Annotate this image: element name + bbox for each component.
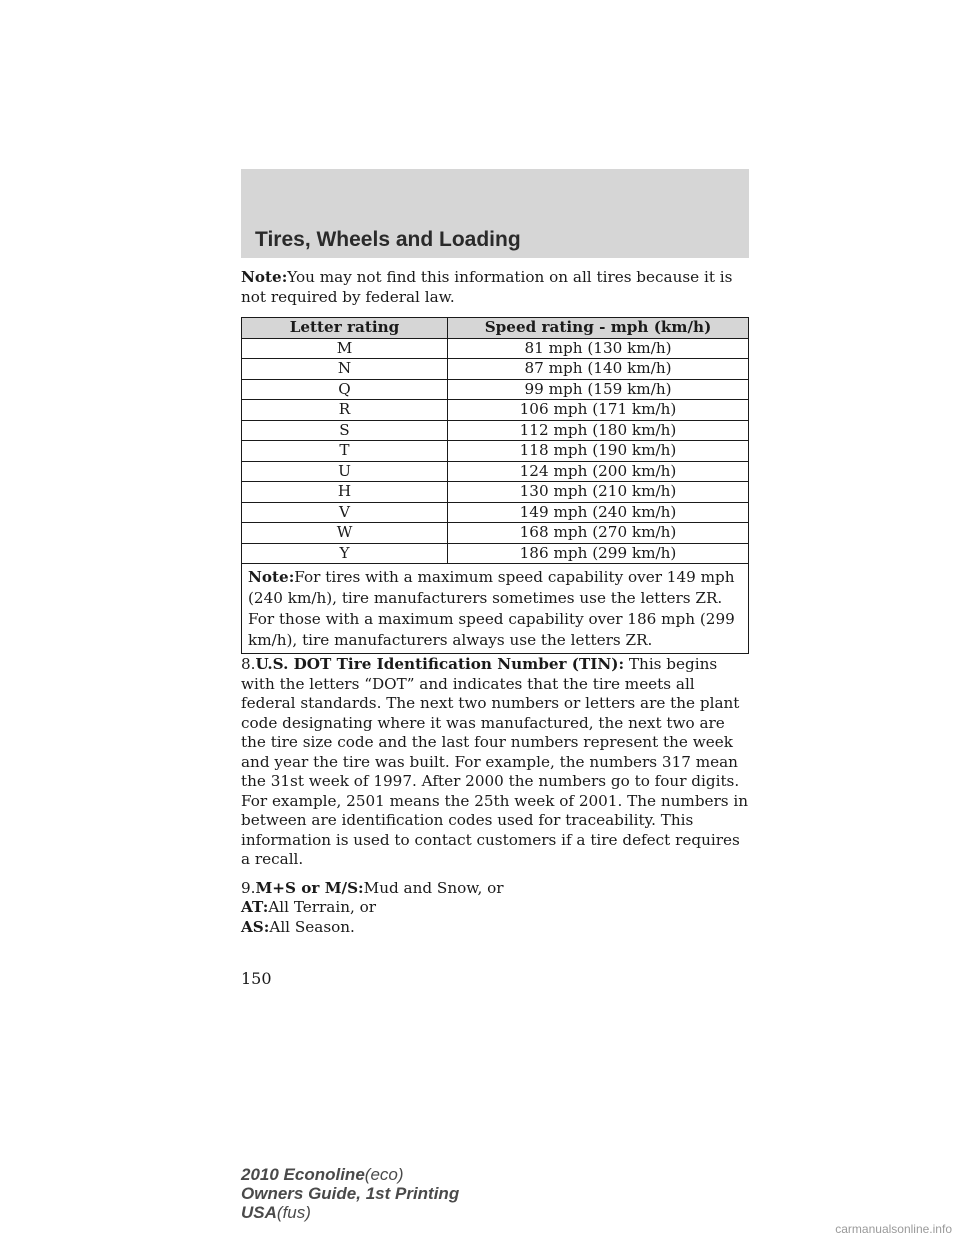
page-number: 150 — [241, 969, 272, 988]
speed-cell: 124 mph (200 km/h) — [448, 461, 749, 482]
letter-cell: T — [242, 441, 448, 462]
watermark-link[interactable]: carmanualsonline.info — [835, 1222, 952, 1236]
note-text: You may not find this information on all tires because it is not required by federal law. — [241, 268, 733, 306]
footer-line-1 — [241, 1165, 459, 1184]
letter-cell: U — [242, 461, 448, 482]
item-9-line-2 — [241, 898, 749, 918]
table-note-label: Note: — [248, 568, 295, 586]
table-header-row — [242, 318, 749, 339]
letter-cell: N — [242, 359, 448, 380]
item-9-number: 9. — [241, 878, 256, 897]
footer-model: 2010 Econoline — [241, 1165, 365, 1184]
item-9-label-as: AS: — [241, 917, 270, 936]
item-9-line-1 — [241, 879, 749, 899]
speed-cell: 186 mph (299 km/h) — [448, 543, 749, 564]
letter-cell: V — [242, 502, 448, 523]
letter-cell: S — [242, 420, 448, 441]
item-8-label: U.S. DOT Tire Identification Number (TIN): — [255, 655, 625, 673]
table-row — [242, 338, 749, 359]
footer-line-2 — [241, 1184, 459, 1203]
table-row — [242, 359, 749, 380]
speed-cell: 87 mph (140 km/h) — [448, 359, 749, 380]
item-8-number: 8. — [241, 655, 256, 673]
footer-line-3 — [241, 1203, 459, 1222]
item-9-text-as: All Season. — [269, 917, 355, 936]
table-row — [242, 482, 749, 503]
table-row — [242, 441, 749, 462]
item-8-text: This begins with the letters “DOT” and indicates that the tire meets all federal standards. The next two numbers or letters are the plant code designating where it was manufactured, the next two are the tire size code and the last four numbers represent the week and year the tire was built. For example, the numbers 317 mean the 31st week of 1997. After 2000 the numbers go to four digits. For example, 2501 means the 25th week of 2001. The numbers in between are identification codes used for traceability. This information is used to contact customers if a tire defect requires a recall. — [241, 655, 749, 868]
table-note-text: For tires with a maximum speed capability over 149 mph (240 km/h), tire manufacturers sometimes use the letters ZR. For those with a maximum speed capability over 186 mph (299 km/h), tire manufacturers always use the letters ZR. — [248, 568, 735, 649]
table-row — [242, 400, 749, 421]
column-header-speed-rating: Speed rating - mph (km/h) — [448, 318, 749, 339]
letter-cell: M — [242, 338, 448, 359]
letter-cell: W — [242, 523, 448, 544]
footer-market: USA — [241, 1203, 277, 1222]
table-row — [242, 420, 749, 441]
table-row — [242, 523, 749, 544]
table-note-cell — [242, 564, 749, 654]
page-content — [241, 268, 749, 937]
speed-cell: 81 mph (130 km/h) — [448, 338, 749, 359]
speed-cell: 112 mph (180 km/h) — [448, 420, 749, 441]
table-row — [242, 379, 749, 400]
table-note-row — [242, 564, 749, 654]
item-9-label-ms: M+S or M/S: — [255, 878, 364, 897]
section-header — [241, 169, 749, 258]
letter-cell: Q — [242, 379, 448, 400]
table-row — [242, 461, 749, 482]
item-8-paragraph — [241, 655, 749, 870]
footer-imprint — [241, 1165, 459, 1222]
speed-cell: 118 mph (190 km/h) — [448, 441, 749, 462]
speed-rating-table — [241, 317, 749, 654]
letter-cell: H — [242, 482, 448, 503]
item-9-line-3 — [241, 918, 749, 938]
item-9-text-at: All Terrain, or — [268, 898, 377, 916]
table-row — [242, 502, 749, 523]
item-9-label-at: AT: — [241, 898, 269, 916]
note-label: Note: — [241, 268, 288, 286]
speed-cell: 106 mph (171 km/h) — [448, 400, 749, 421]
note-paragraph — [241, 268, 749, 307]
letter-cell: Y — [242, 543, 448, 564]
letter-cell: R — [242, 400, 448, 421]
footer-printing: Owners Guide, 1st Printing — [241, 1184, 460, 1203]
table-row — [242, 543, 749, 564]
section-title: Tires, Wheels and Loading — [255, 228, 521, 251]
speed-cell: 168 mph (270 km/h) — [448, 523, 749, 544]
footer-model-code: (eco) — [364, 1165, 404, 1184]
footer-market-code: (fus) — [276, 1203, 311, 1222]
column-header-letter-rating: Letter rating — [242, 318, 448, 339]
speed-cell: 130 mph (210 km/h) — [448, 482, 749, 503]
speed-cell: 149 mph (240 km/h) — [448, 502, 749, 523]
item-9-text-ms: Mud and Snow, or — [363, 878, 504, 897]
speed-cell: 99 mph (159 km/h) — [448, 379, 749, 400]
